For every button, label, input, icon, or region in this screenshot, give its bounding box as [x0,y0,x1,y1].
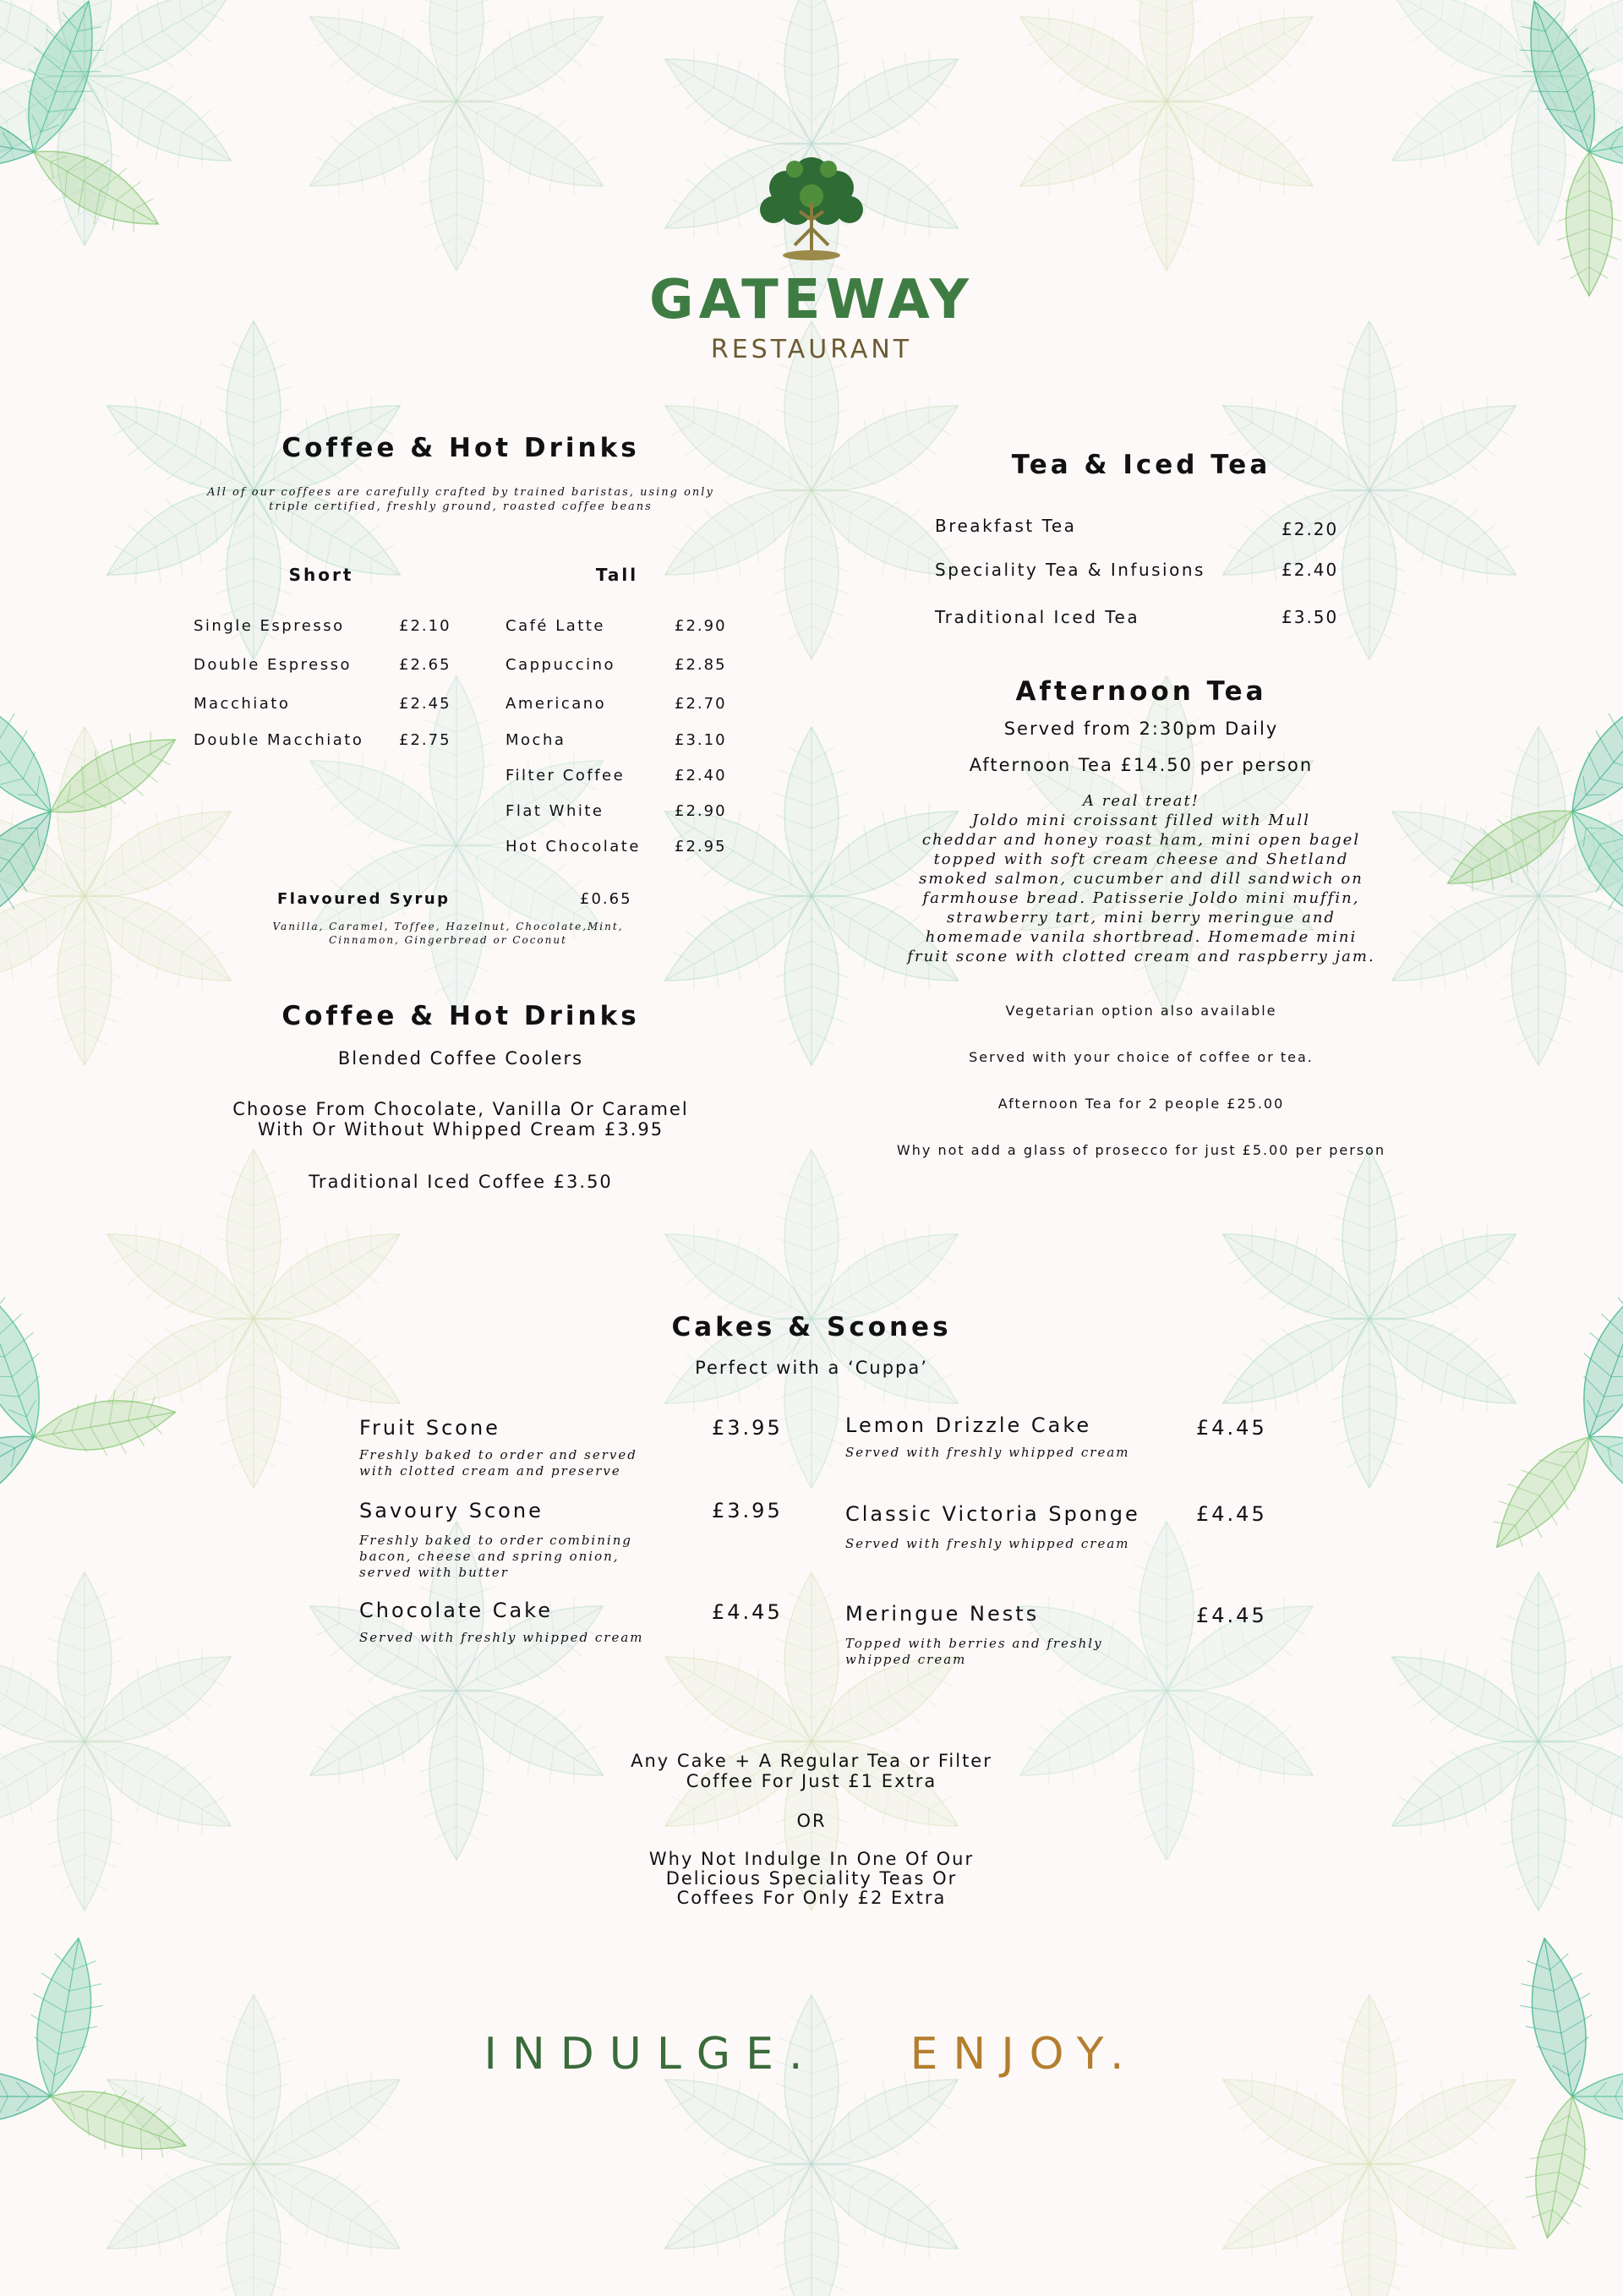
cakes-subtitle: Perfect with a ‘Cuppa’ [695,1358,928,1378]
tea-item-price: £2.40 [1281,560,1339,580]
leaf-decoration [16,1932,113,2103]
tall-item-price: £2.85 [675,656,727,674]
offer-line: Any Cake + A Regular Tea or Filter [631,1751,992,1771]
cake-desc-line: Served with freshly whipped cream [845,1445,1130,1460]
cake-item-desc [845,1636,1167,1668]
offer-or: OR [796,1811,827,1831]
coolers-title: Coffee & Hot Drinks [281,1001,640,1031]
cake-item-desc [359,1630,697,1646]
served-with-note: Served with your choice of coffee or tea. [969,1049,1314,1065]
cake-item-price: £4.45 [1196,1502,1267,1526]
afternoon-desc-line: fruit scone with clotted cream and raspberry jam. [907,948,1375,965]
afternoon-desc-line: smoked salmon, cucumber and dill sandwich on [919,870,1363,888]
tall-item-name: Mocha [505,731,566,749]
short-item-name: Macchiato [194,695,291,713]
cake-item-name: Lemon Drizzle Cake [845,1413,1092,1437]
tall-item-price: £2.90 [675,617,727,635]
afternoon-served: Served from 2:30pm Daily [1003,719,1279,739]
tall-item-name: Cappuccino [505,656,616,674]
coolers-line1: Choose From Chocolate, Vanilla Or Caramel [232,1099,689,1119]
syrup-price: £0.65 [580,890,632,908]
speciality-offer [516,1850,1107,1908]
coffee-title: Coffee & Hot Drinks [281,433,640,463]
cake-item-name: Classic Victoria Sponge [845,1502,1140,1526]
coffee-intro: All of our coffees are carefully crafted by trained baristas, using only triple certified, freshly ground, roasted coffee beans [207,486,714,513]
afternoon-desc-line: cheddar and honey roast ham, mini open bagel [921,831,1361,849]
coolers-subtitle: Blended Coffee Coolers [337,1048,584,1069]
cake-item-price: £4.45 [1196,1604,1267,1627]
tall-item-name: Hot Chocolate [505,838,641,856]
iced-coffee: Traditional Iced Coffee £3.50 [309,1172,613,1192]
short-item-price: £2.65 [399,656,451,674]
cake-item-price: £3.95 [712,1416,783,1440]
tea-item-name: Traditional Iced Tea [935,607,1140,627]
tea-title: Tea & Iced Tea [1011,450,1271,480]
cake-desc-line: Served with freshly whipped cream [359,1630,644,1645]
short-item-name: Double Macchiato [194,731,364,749]
short-item-name: Single Espresso [194,617,345,635]
leaf-decoration [1557,152,1622,296]
cake-item-name: Savoury Scone [359,1499,544,1522]
syrup-name: Flavoured Syrup [277,890,451,908]
afternoon-desc-line: homemade vanila shortbread. Homemade mini [925,928,1358,946]
short-item-price: £2.10 [399,617,451,635]
offer-line: Coffees For Only £2 Extra [676,1888,947,1908]
tall-item-name: Flat White [505,802,604,820]
leaf-decoration [1556,1274,1623,1449]
offer-line: Coffee For Just £1 Extra [686,1771,937,1791]
tagline [389,2029,1234,2080]
cake-item-desc [359,1533,680,1581]
afternoon-desc-line: strawberry tart, mini berry meringue and [947,909,1336,927]
leaf-decoration [1510,1932,1607,2103]
tree-logo-icon [744,144,879,271]
short-item-price: £2.75 [399,731,451,749]
afternoon-for-two: Afternoon Tea for 2 people £25.00 [997,1096,1285,1112]
afternoon-description [845,791,1437,966]
tall-item-name: Filter Coffee [505,767,626,784]
vegetarian-note: Vegetarian option also available [1005,1003,1277,1019]
cake-item-price: £4.45 [712,1600,783,1624]
short-item-price: £2.45 [399,695,451,713]
cake-item-desc [845,1445,1167,1461]
tea-item-name: Breakfast Tea [935,516,1077,536]
cake-item-price: £4.45 [1196,1416,1267,1440]
afternoon-desc-line: Joldo mini croissant filled with Mull [972,812,1310,829]
leaf-decoration [1516,2091,1604,2244]
short-label: Short [288,565,354,585]
tall-item-price: £2.95 [675,838,727,856]
tea-item-price: £3.50 [1281,607,1339,627]
cakes-title: Cakes & Scones [671,1312,952,1342]
syrup-flavours: Vanilla, Caramel, Toffee, Hazelnut, Chocolate,Mint, Cinnamon, Gingerbread or Coconut [272,921,624,946]
cake-desc-line: Topped with berries and freshly [845,1636,1103,1651]
prosecco-offer: Why not add a glass of prosecco for just £5.00 per person [896,1142,1386,1158]
cake-item-name: Meringue Nests [845,1602,1040,1626]
tall-item-name: Americano [505,695,607,713]
tea-item-price: £2.20 [1281,519,1339,539]
afternoon-price: Afternoon Tea £14.50 per person [969,755,1314,775]
tall-label: Tall [595,565,639,585]
afternoon-desc-line: farmhouse bread. Patisserie Joldo mini muffin, [922,889,1360,907]
cake-item-desc [845,1536,1167,1552]
tea-item-name: Speciality Tea & Infusions [935,560,1205,580]
afternoon-desc-line: topped with soft cream cheese and Shetland [933,850,1349,868]
offer-line: Why Not Indulge In One Of Our [648,1849,975,1869]
cake-desc-line: Freshly baked to order combining [359,1533,632,1548]
tall-item-name: Café Latte [505,617,605,635]
tall-item-price: £2.90 [675,802,727,820]
cake-item-name: Chocolate Cake [359,1599,553,1622]
cake-desc-line: with clotted cream and preserve [359,1463,621,1479]
cake-desc-line: whipped cream [845,1652,967,1667]
short-item-name: Double Espresso [194,656,352,674]
afternoon-desc-line: A real treat! [1083,792,1199,810]
cake-item-desc [359,1447,680,1479]
tall-item-price: £3.10 [675,731,727,749]
cake-desc-line: Freshly baked to order and served [359,1447,637,1462]
tagline-part1: INDULGE. [484,2029,818,2080]
offer-line: Delicious Speciality Teas Or [665,1868,958,1889]
cake-desc-line: bacon, cheese and spring onion, [359,1549,620,1564]
tall-item-price: £2.40 [675,767,727,784]
cake-item-name: Fruit Scone [359,1416,500,1440]
cake-tea-offer [516,1751,1107,1791]
cake-item-price: £3.95 [712,1499,783,1522]
cake-desc-line: Served with freshly whipped cream [845,1536,1130,1551]
brand-subname: RESTAURANT [710,335,913,364]
afternoon-title: Afternoon Tea [1015,676,1267,707]
coolers-line2: With Or Without Whipped Cream £3.95 [257,1119,664,1140]
tall-item-price: £2.70 [675,695,727,713]
brand-name: GATEWAY [649,269,974,331]
cake-desc-line: served with butter [359,1565,509,1580]
tagline-part2: ENJOY. [910,2029,1139,2080]
